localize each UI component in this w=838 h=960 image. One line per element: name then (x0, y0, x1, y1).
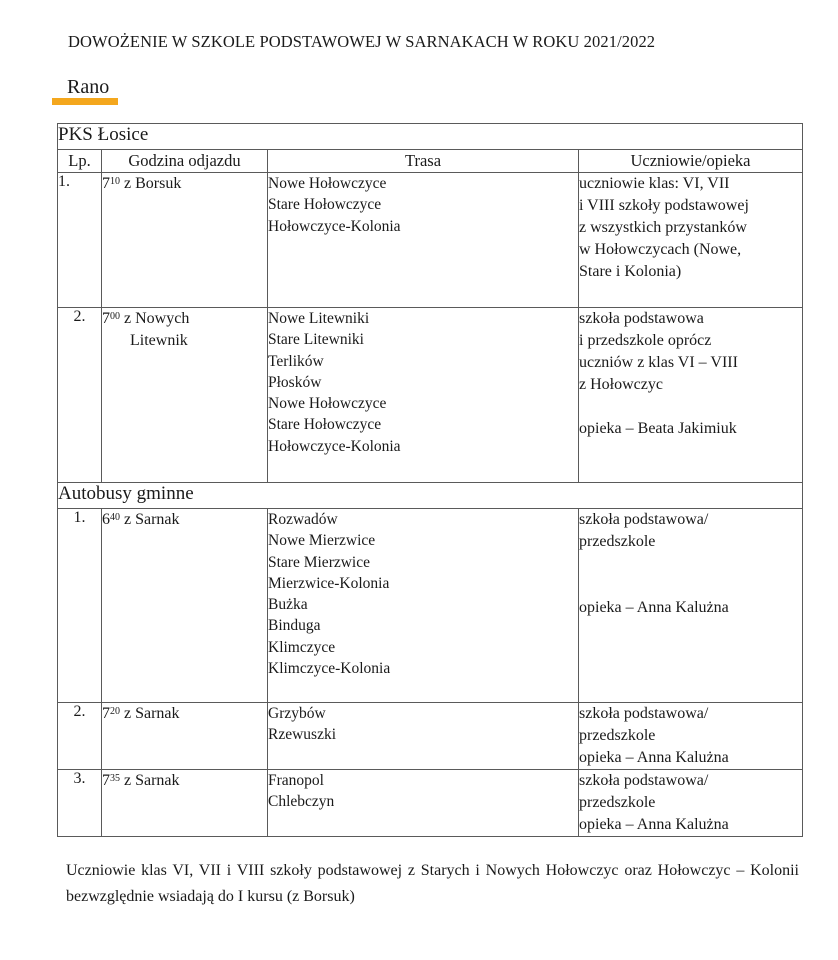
students-line: z Hołowczyc (579, 376, 663, 393)
students-cell (579, 770, 803, 837)
document-title: DOWOŻENIE W SZKOLE PODSTAWOWEJ W SARNAKACH W ROKU 2021/2022 (68, 32, 656, 51)
departure-minutes: 40 (110, 512, 120, 523)
departure-minutes: 20 (110, 706, 120, 717)
section-title: PKS Łosice (58, 124, 803, 150)
column-header-students: Uczniowie/opieka (579, 150, 803, 173)
care-person: opieka – Beata Jakimiuk (579, 420, 737, 437)
departure-minutes: 35 (110, 773, 120, 784)
route-cell (268, 703, 579, 770)
route-stop: Hołowczyce-Kolonia (268, 217, 401, 235)
departure-hour: 7 (102, 310, 110, 327)
route-stop: Stare Mierzwice (268, 553, 370, 571)
students-cell (579, 173, 803, 308)
students-line: w Hołowczycach (Nowe, (579, 241, 742, 258)
table-row (58, 509, 803, 703)
route-stop: Rzewuszki (268, 726, 337, 744)
time-of-day-heading: Rano (67, 76, 110, 98)
departure-origin: z Borsuk (124, 175, 182, 192)
route-stop: Stare Hołowczyce (268, 416, 382, 434)
footnote: Uczniowie klas VI, VII i VIII szkoły podstawowej z Starych i Nowych Hołowczyc oraz Hołowczyc – Kolonii bezwzględnie wsiadają do I kursu (z Borsuk) (66, 862, 799, 905)
route-stop: Stare Hołowczyce (268, 196, 382, 214)
route-cell (268, 770, 579, 837)
table-row (58, 308, 803, 483)
column-header-row (58, 150, 803, 173)
route-stop: Nowe Litewniki (268, 310, 370, 327)
section-header-row (58, 124, 803, 150)
route-stop: Nowe Mierzwice (268, 532, 376, 550)
departure-time (102, 308, 268, 483)
students-line: opieka – Anna Kalużna (579, 816, 729, 833)
students-cell (579, 703, 803, 770)
route-stop: Chlebczyn (268, 793, 335, 811)
students-line: i VIII szkoły podstawowej (579, 197, 749, 214)
students-line: przedszkole (579, 533, 656, 550)
departure-time (102, 509, 268, 703)
departure-origin: z Sarnak (124, 705, 180, 722)
row-number: 2. (58, 308, 102, 483)
column-header-lp: Lp. (58, 150, 102, 173)
students-line: uczniów z klas VI – VIII (579, 354, 738, 371)
route-stop: Klimczyce-Kolonia (268, 660, 391, 678)
table-row (58, 173, 803, 308)
students-line: i przedszkole oprócz (579, 332, 712, 349)
route-cell (268, 509, 579, 703)
departure-minutes: 00 (110, 311, 120, 322)
students-line: szkoła podstawowa/ (579, 705, 709, 722)
route-cell (268, 308, 579, 483)
students-line: szkoła podstawowa (579, 310, 704, 327)
route-cell (268, 173, 579, 308)
route-stop: Nowe Hołowczyce (268, 395, 387, 413)
students-line: Stare i Kolonia) (579, 263, 682, 280)
students-line: szkoła podstawowa/ (579, 772, 709, 789)
column-header-route: Trasa (268, 150, 579, 173)
table-row (58, 770, 803, 837)
care-person: opieka – Anna Kalużna (579, 599, 729, 616)
departure-origin: z Nowych (124, 310, 190, 327)
route-stop: Płosków (268, 373, 322, 391)
route-stop: Binduga (268, 617, 321, 635)
row-number: 3. (58, 770, 102, 837)
departure-origin: z Sarnak (124, 772, 180, 789)
students-line: przedszkole (579, 727, 656, 744)
departure-time (102, 173, 268, 308)
departure-time (102, 703, 268, 770)
students-line: z wszystkich przystanków (579, 219, 747, 236)
route-stop: Hołowczyce-Kolonia (268, 437, 401, 455)
students-line: uczniowie klas: VI, VII (579, 175, 730, 192)
section-title: Autobusy gminne (58, 483, 803, 509)
route-stop: Grzybów (268, 705, 326, 722)
section-header-row (58, 483, 803, 509)
row-number: 2. (58, 703, 102, 770)
route-stop: Nowe Hołowczyce (268, 175, 387, 192)
route-stop: Stare Litewniki (268, 331, 364, 349)
departure-origin-continued: Litewnik (130, 332, 188, 349)
departure-hour: 7 (102, 705, 110, 722)
route-stop: Bużka (268, 596, 308, 614)
students-line: opieka – Anna Kalużna (579, 749, 729, 766)
departure-minutes: 10 (110, 176, 120, 187)
column-header-departure: Godzina odjazdu (102, 150, 268, 173)
route-stop: Klimczyce (268, 638, 336, 656)
route-stop: Franopol (268, 772, 324, 789)
row-number: 1. (58, 509, 102, 703)
students-cell (579, 509, 803, 703)
row-number: 1. (58, 173, 102, 308)
students-cell (579, 308, 803, 483)
departure-hour: 7 (102, 772, 110, 789)
students-line: szkoła podstawowa/ (579, 511, 709, 528)
route-stop: Mierzwice-Kolonia (268, 574, 390, 592)
departure-hour: 7 (102, 175, 110, 192)
heading-underline (52, 98, 118, 105)
students-line: przedszkole (579, 794, 656, 811)
departure-time (102, 770, 268, 837)
schedule-table (57, 123, 803, 837)
departure-origin: z Sarnak (124, 511, 180, 528)
departure-hour: 6 (102, 511, 110, 528)
table-row (58, 703, 803, 770)
route-stop: Rozwadów (268, 511, 338, 528)
route-stop: Terlików (268, 352, 324, 370)
